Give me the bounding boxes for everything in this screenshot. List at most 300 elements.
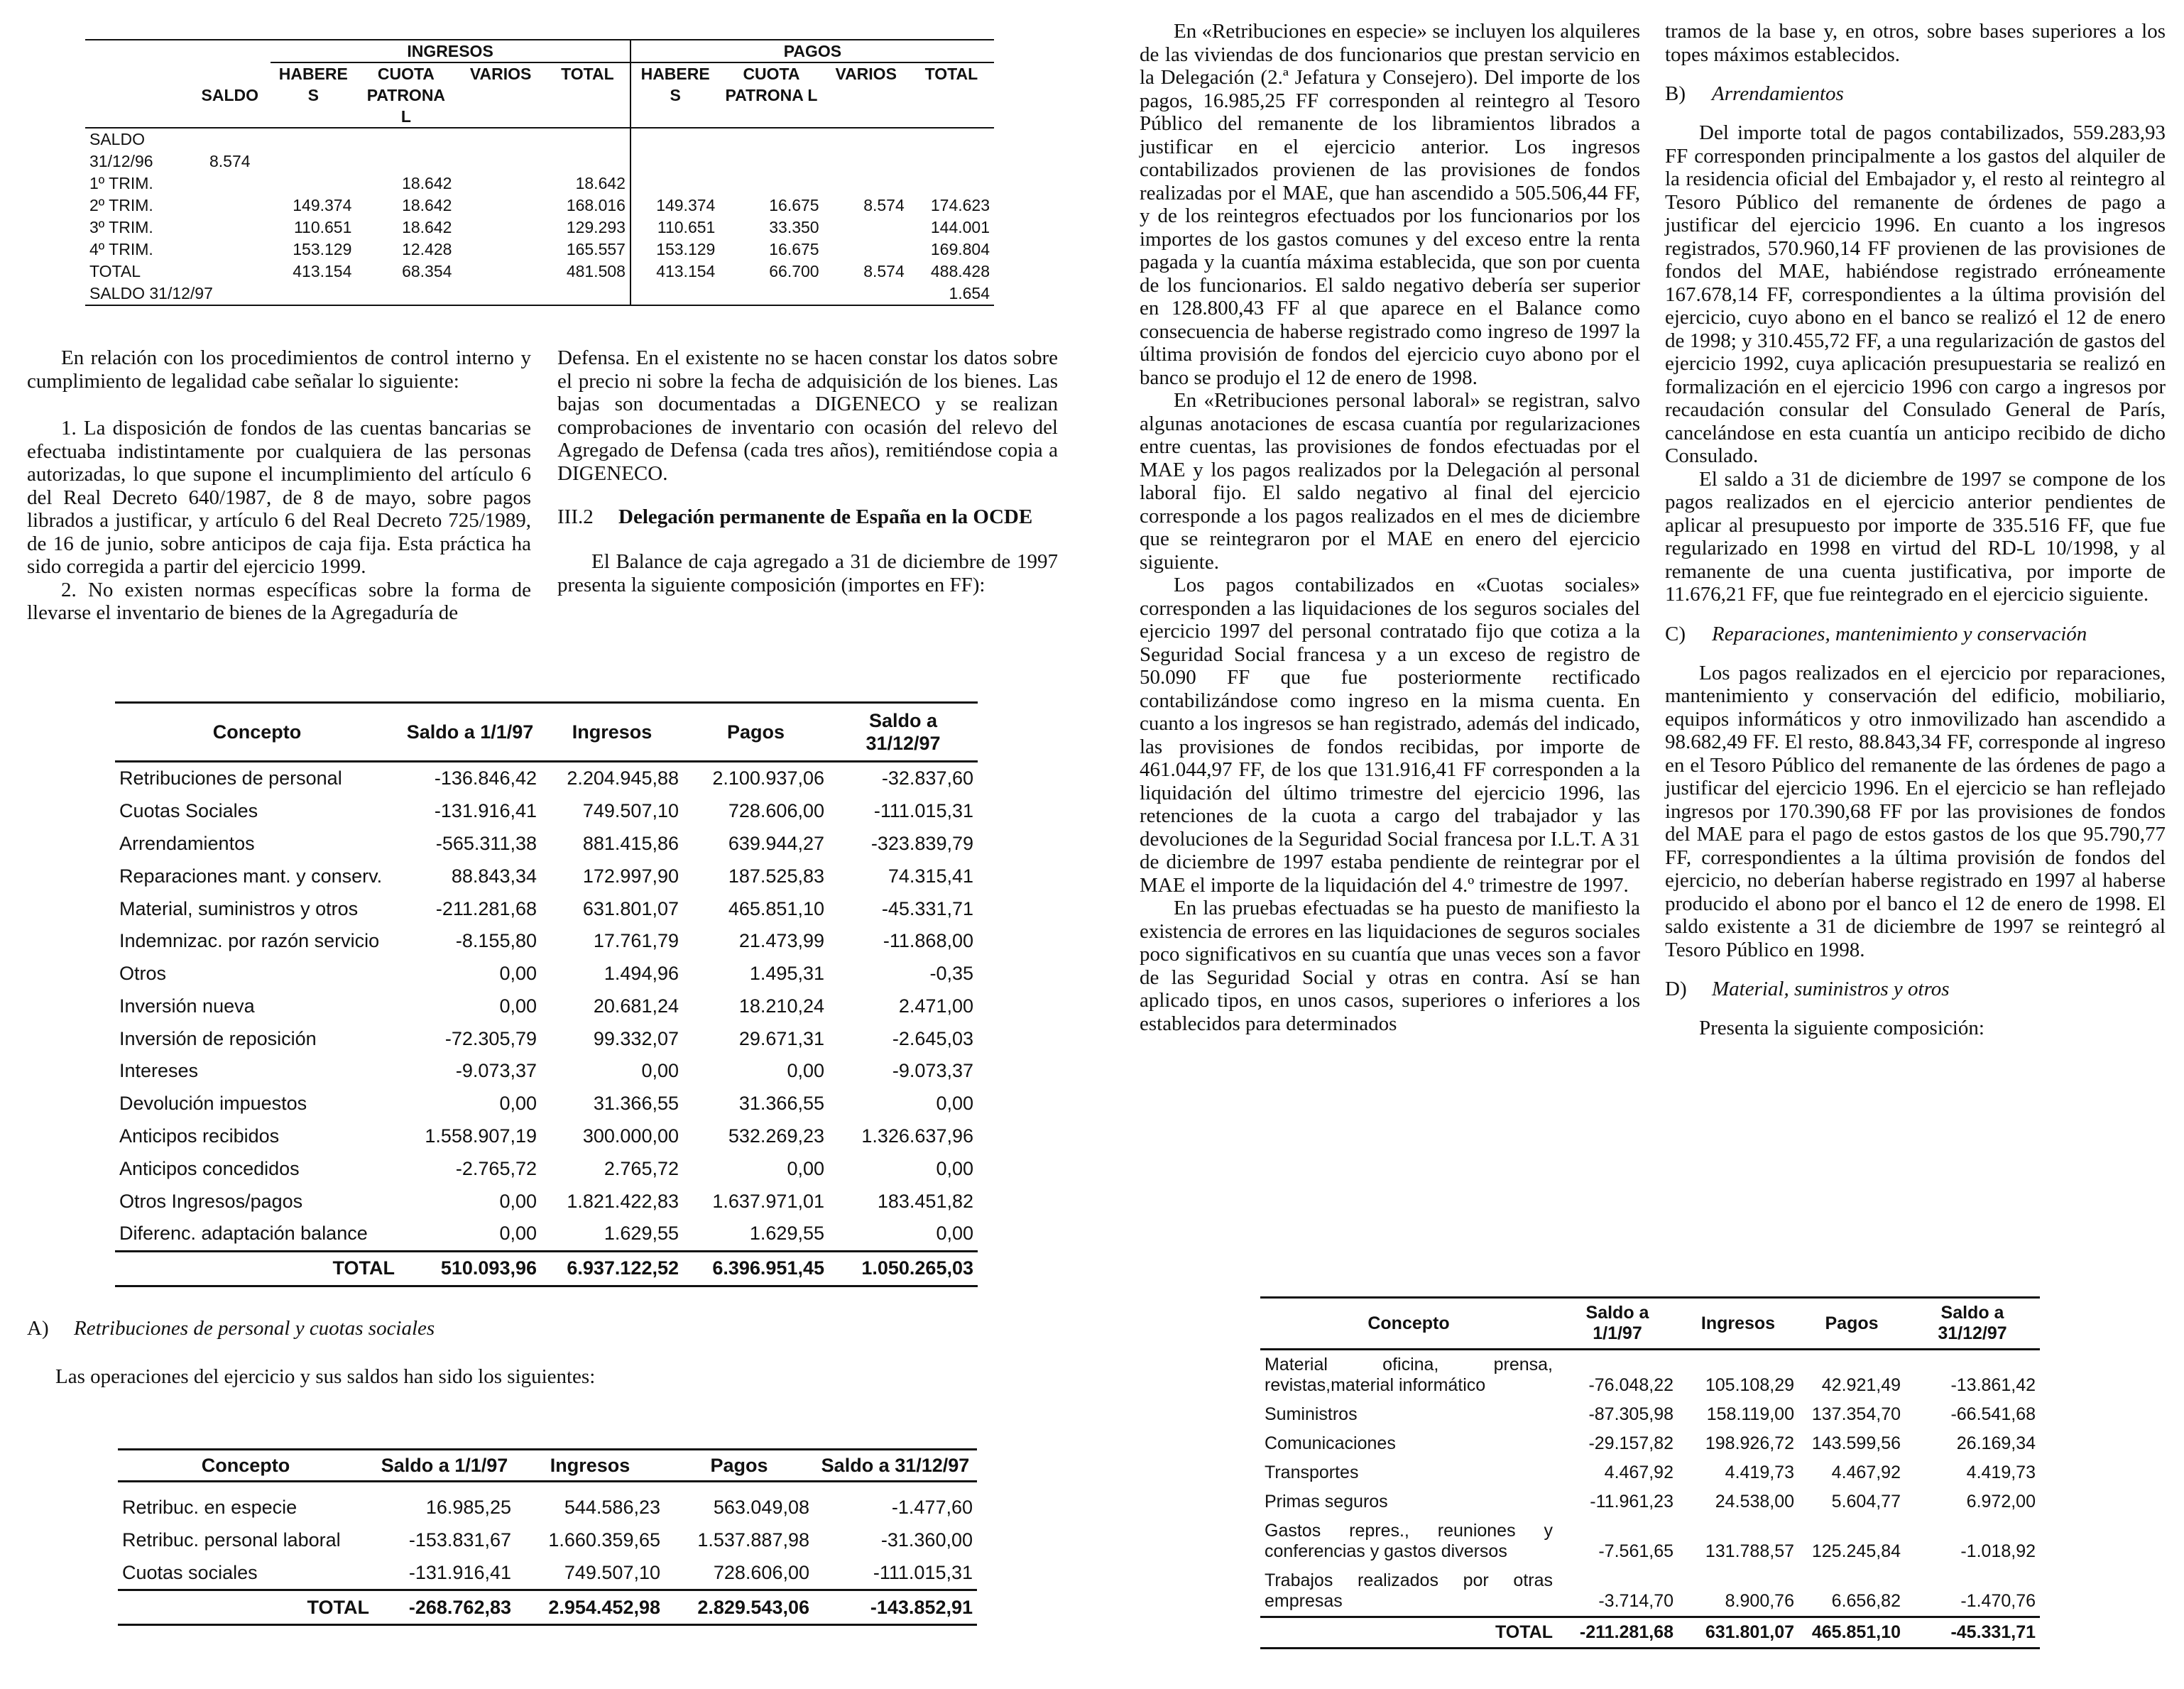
- ip-cell: 18.642: [402, 174, 452, 192]
- ip-cell: 149.374: [293, 196, 352, 214]
- ip-cell: 8.574: [863, 262, 905, 280]
- bal-header-concepto: Concepto: [115, 703, 399, 762]
- mat-cell: 8.900,76: [1725, 1591, 1794, 1611]
- bal-row-concepto: Anticipos recibidos: [119, 1125, 280, 1147]
- bal-cell: 881.415,86: [582, 832, 679, 854]
- bal-table-row: [115, 892, 978, 925]
- ip-table-row: [85, 239, 994, 261]
- item-1-paragraph: 1. La disposición de fondos de las cuentas bancarias se efectuaba indistintamente por cualquiera de las personas autorizadas, lo que supone el incumplimiento del artículo 6 del Real Decreto 640/1987, de 8 de mayo, sobre pagos librados a justificar, y artículo 6 del Real Decreto 725/1989, de 16 de junio, sobre anticipos de caja fija. Esta práctica ha sido corregida a partir del ejercicio 1999.: [27, 417, 531, 578]
- ip-cell: [356, 128, 456, 173]
- ret-total-label: TOTAL: [118, 1590, 373, 1625]
- col4-paragraph-c1: Los pagos realizados en el ejercicio por reparaciones, mantenimiento y conservación del edificio, mobiliario, equipos informáticos y otro inmovilizado han ascendido a 98.682,49 FF. El resto, 88.843,34 FF, corresponde al ingreso en el Tesoro Público del remanente de las órdenes de pago a justificar del ejercicio 1996. En el ejercicio se han reflejado ingresos por 170.390,68 FF por las provisiones de fondos del MAE para el pago de estos gastos de los que 95.790,77 FF, correspondientes a la última provisión de fondos del ejercicio, no deberían haberse registrado en 1997 al haberse producido el abono por el banco el 12 de enero de 1998. El saldo existente a 31 de diciembre de 1997 se reintegró al Tesoro Público en 1998.: [1665, 661, 2166, 961]
- bal-table-row: [115, 1055, 978, 1088]
- bal-cell: -323.839,79: [870, 832, 973, 854]
- mat-cell: 24.538,00: [1715, 1492, 1794, 1512]
- mat-cell: 6.972,00: [1966, 1492, 2036, 1512]
- ip-cell: [456, 173, 545, 195]
- bal-table-row: [115, 1120, 978, 1153]
- ip-cell: [909, 128, 994, 173]
- bal-table-row: [115, 1022, 978, 1055]
- bal-cell: 2.204.945,88: [567, 767, 679, 789]
- bal-cell: 0,00: [641, 1060, 679, 1082]
- ret-header-saldo-fin: Saldo a 31/12/97: [814, 1450, 977, 1482]
- bal-row-concepto: Indemnizac. por razón servicio: [119, 930, 380, 952]
- intro-paragraph: En relación con los procedimientos de control interno y cumplimiento de legalidad cabe señalar lo siguiente:: [27, 346, 531, 393]
- bal-table-row: [115, 1088, 978, 1120]
- mat-table-row: [1260, 1400, 2040, 1429]
- section-b-heading: [1665, 82, 2166, 106]
- ip-table-row: [85, 128, 994, 173]
- col4-paragraph-0: tramos de la base y, en otros, sobre bases superiores a los topes máximos establecidos.: [1665, 20, 2166, 66]
- bal-cell: 1.326.637,96: [861, 1125, 973, 1147]
- ip-cell: 169.804: [930, 240, 990, 258]
- ip-cell: 33.350: [769, 218, 819, 236]
- bal-cell: 99.332,07: [593, 1027, 679, 1049]
- mat-cell: -66.541,68: [1950, 1404, 2036, 1424]
- ip-cell: [545, 128, 630, 173]
- bal-cell: -9.073,37: [892, 1060, 973, 1082]
- ip-cell: [630, 283, 719, 305]
- col3-paragraph-4: En las pruebas efectuadas se ha puesto de manifiesto la existencia de errores en las liquidaciones de seguros sociales poco significativos en su cuantía que unas veces son a favor de las Seguridad Social y otras en contra. Así se han aplicado tipos, en unos casos, superiores o inferiores a los establecidos para determinados: [1140, 897, 1640, 1035]
- bal-cell: 172.997,90: [582, 865, 679, 887]
- mat-cell: 105.108,29: [1705, 1375, 1794, 1395]
- ret-total-cell: -268.762,83: [373, 1590, 515, 1625]
- bal-cell: 0,00: [499, 1190, 537, 1212]
- retribuciones-table: [118, 1448, 977, 1626]
- bal-table-row: [115, 1218, 978, 1251]
- ip-cell: [719, 128, 823, 173]
- mat-cell: 4.467,92: [1831, 1463, 1901, 1482]
- mat-header-concepto: Concepto: [1260, 1298, 1557, 1350]
- ip-cell: [456, 239, 545, 261]
- mat-cell: -29.157,82: [1588, 1433, 1674, 1453]
- ip-cell: 165.557: [566, 240, 626, 258]
- inventory-paragraph: Defensa. En el existente no se hacen constar los datos sobre el precio ni sobre la fecha de adquisición de los bienes. Las bajas son documentadas a DIGENECO y se realizan comprobaciones de inventario con ocasión del relevo del Agregado de Defensa (cada tres años), remitiéndose copia a DIGENECO.: [557, 346, 1058, 485]
- mat-cell: 198.926,72: [1705, 1433, 1794, 1453]
- mat-total-cell: -45.331,71: [1905, 1617, 2040, 1649]
- bal-cell: 2.765,72: [604, 1157, 679, 1179]
- bal-cell: 0,00: [499, 1093, 537, 1115]
- bal-cell: 749.507,10: [582, 800, 679, 822]
- bal-table-row: [115, 828, 978, 860]
- mat-total-cell: -211.281,68: [1557, 1617, 1678, 1649]
- ip-table-row: [85, 261, 994, 283]
- bal-cell: 74.315,41: [888, 865, 973, 887]
- col3-paragraph-2: En «Retribuciones personal laboral» se registran, salvo algunas anotaciones de escasa cuantía por regularizaciones entre cuentas, las provisiones de fondos efectuadas por el MAE y los pagos realizados por la Delegación al personal laboral fijo. El saldo negativo al final del ejercicio corresponde a los pagos realizados en el mes de diciembre que se reintegraron por el MAE en enero del ejercicio siguiente.: [1140, 389, 1640, 574]
- section-number: III.2: [557, 505, 594, 528]
- section-c-letter: C): [1665, 622, 1686, 645]
- ip-cell: [456, 261, 545, 283]
- ip-cell-saldo: [189, 261, 271, 283]
- mat-cell: -11.961,23: [1590, 1492, 1674, 1512]
- mat-cell: 4.419,73: [1966, 1463, 2036, 1482]
- ip-cell: 153.129: [630, 239, 719, 261]
- ip-cell-saldo: [189, 195, 271, 217]
- header-pag-varios: VARIOS: [824, 62, 909, 128]
- ip-cell: [909, 173, 994, 195]
- ip-cell: [356, 283, 456, 305]
- ip-cell: [456, 217, 545, 239]
- ret-table-row: [118, 1491, 977, 1524]
- mat-cell: 6.656,82: [1831, 1591, 1901, 1611]
- mat-row-concepto: Primas seguros: [1265, 1492, 1388, 1512]
- mat-cell: -76.048,22: [1588, 1375, 1674, 1395]
- bal-row-concepto: Arrendamientos: [119, 832, 255, 854]
- mat-header-saldo-ini: Saldo a 1/1/97: [1557, 1298, 1678, 1350]
- mat-cell: 143.599,56: [1811, 1433, 1901, 1453]
- group-pagos: PAGOS: [630, 40, 994, 62]
- mat-cell: 4.419,73: [1725, 1463, 1794, 1482]
- bal-table-row: [115, 1152, 978, 1185]
- bal-cell: 0,00: [936, 1223, 973, 1245]
- ret-header-pagos: Pagos: [665, 1450, 814, 1482]
- col3-paragraph-3: Los pagos contabilizados en «Cuotas sociales» corresponden a las liquidaciones de los seguros sociales del ejercicio 1997 del personal contratado fijo que cotiza a la Seguridad Social francesa y a un exceso de registro de 50.090 FF que fue posteriormente rectificado contabilizándose como ingreso en la misma cuenta. En cuanto a los ingresos se han registrado, además del indicado, las provisiones de fondos recibidas, por importe de 461.044,97 FF, de los que 131.916,41 FF corresponden a la liquidación del último trimestre del ejercicio 1996, las retenciones de la cuota a cargo del trabajador y las devoluciones de la Seguridad Social francesa por I.L.T. A 31 de diciembre de 1997 estaba pendiente de reintegrar por el MAE el importe de la liquidación del 4.º trimestre de 1997.: [1140, 574, 1640, 897]
- section-b-letter: B): [1665, 82, 1686, 105]
- mat-cell: 42.921,49: [1821, 1375, 1901, 1395]
- ret-cell: 544.586,23: [564, 1497, 660, 1518]
- ip-cell: 8.574: [863, 196, 905, 214]
- mat-cell: -1.470,76: [1960, 1591, 2036, 1611]
- ret-table-row: [118, 1524, 977, 1556]
- ip-cell: 413.154: [293, 262, 352, 280]
- ret-header-concepto: Concepto: [118, 1450, 373, 1482]
- bal-cell: 187.525,83: [728, 865, 824, 887]
- bal-total-cell: 6.937.122,52: [541, 1251, 683, 1286]
- section-a-intro: [55, 1365, 1049, 1389]
- ret-cell: -111.015,31: [873, 1562, 973, 1583]
- bal-table-row: [115, 762, 978, 795]
- ip-cell: 488.428: [930, 262, 990, 280]
- bal-cell: 300.000,00: [582, 1125, 679, 1147]
- ip-table-row: [85, 195, 994, 217]
- bal-cell: 18.210,24: [738, 995, 824, 1017]
- ip-cell: 12.428: [402, 240, 452, 258]
- bal-cell: -11.868,00: [883, 930, 973, 952]
- bal-cell: 183.451,82: [877, 1190, 973, 1212]
- ret-total-row: [118, 1590, 977, 1625]
- ret-table-row: [118, 1556, 977, 1590]
- ip-cell: 481.508: [566, 262, 626, 280]
- ret-cell: 1.660.359,65: [548, 1529, 660, 1551]
- ip-cell: [824, 173, 909, 195]
- bal-table-row: [115, 1185, 978, 1218]
- header-ing-cuota: CUOTA PATRONA L: [356, 62, 456, 128]
- bal-total-cell: 6.396.951,45: [683, 1251, 829, 1286]
- mat-cell: 137.354,70: [1811, 1404, 1901, 1424]
- ip-cell: [271, 173, 356, 195]
- bal-total-cell: 1.050.265,03: [829, 1251, 978, 1286]
- bal-cell: -136.846,42: [434, 767, 537, 789]
- mat-cell: 131.788,57: [1705, 1541, 1794, 1561]
- bal-total-label: TOTAL: [115, 1251, 399, 1286]
- mat-table-row: [1260, 1429, 2040, 1458]
- bal-row-concepto: Otros: [119, 963, 167, 985]
- balance-table: [115, 701, 978, 1287]
- material-table: [1260, 1296, 2040, 1649]
- ip-cell: 144.001: [930, 218, 990, 236]
- bal-cell: 1.494,96: [604, 963, 679, 985]
- ip-cell: 16.675: [769, 240, 819, 258]
- bal-cell: 532.269,23: [728, 1125, 824, 1147]
- header-ing-total: TOTAL: [545, 62, 630, 128]
- bal-cell: 0,00: [499, 963, 537, 985]
- mat-total-cell: 631.801,07: [1678, 1617, 1798, 1649]
- mat-cell: -1.018,92: [1960, 1541, 2036, 1561]
- mat-cell: 26.169,34: [1956, 1433, 2036, 1453]
- header-pag-cuota: CUOTA PATRONA L: [719, 62, 823, 128]
- ip-cell: 413.154: [630, 261, 719, 283]
- ip-cell: 66.700: [769, 262, 819, 280]
- bal-cell: 2.471,00: [898, 995, 973, 1017]
- bal-cell: 20.681,24: [593, 995, 679, 1017]
- ip-cell: [824, 239, 909, 261]
- section-a-heading: [27, 1316, 1021, 1340]
- ip-cell: 18.642: [402, 196, 452, 214]
- mat-cell: -87.305,98: [1588, 1404, 1674, 1424]
- ip-cell: [824, 217, 909, 239]
- bal-row-concepto: Intereses: [119, 1060, 199, 1082]
- ip-cell: 168.016: [566, 196, 626, 214]
- mat-row-concepto: Material oficina, prensa, revistas,material informático: [1265, 1355, 1553, 1395]
- ip-cell: [824, 283, 909, 305]
- bal-table-row: [115, 958, 978, 990]
- header-pag-haberes: HABERE S: [630, 62, 719, 128]
- mat-cell: 158.119,00: [1706, 1404, 1794, 1424]
- ip-cell: [824, 128, 909, 173]
- ip-cell: 149.374: [630, 195, 719, 217]
- ret-cell: 1.537.887,98: [697, 1529, 809, 1551]
- bal-table-row: [115, 795, 978, 828]
- ret-row-concepto: Retribuc. en especie: [122, 1497, 297, 1518]
- bal-header-ingresos: Ingresos: [541, 703, 683, 762]
- bal-cell: 728.606,00: [728, 800, 824, 822]
- bal-cell: 1.495,31: [749, 963, 824, 985]
- item-2-paragraph: 2. No existen normas específicas sobre la forma de llevarse el inventario de bienes de la Agregaduría de: [27, 578, 531, 624]
- mat-cell: 125.245,84: [1811, 1541, 1901, 1561]
- mat-cell: 4.467,92: [1604, 1463, 1674, 1482]
- bal-cell: 1.637.971,01: [712, 1190, 824, 1212]
- ip-cell-saldo: [189, 239, 271, 261]
- bal-header-saldo-fin: Saldo a 31/12/97: [829, 703, 978, 762]
- mat-table-row: [1260, 1487, 2040, 1516]
- ip-cell: 18.642: [402, 218, 452, 236]
- bal-cell: -111.015,31: [873, 800, 973, 822]
- ip-table-row: [85, 283, 994, 305]
- bal-cell: 29.671,31: [738, 1027, 824, 1049]
- section-title: Delegación permanente de España en la OCDE: [618, 505, 1033, 528]
- ip-cell-saldo: 8.574: [209, 152, 251, 170]
- bal-table-row: [115, 860, 978, 892]
- ip-cell: [630, 173, 719, 195]
- bal-cell: 88.843,34: [451, 865, 537, 887]
- section-a-intro-text: Las operaciones del ejercicio y sus saldos han sido los siguientes:: [55, 1365, 596, 1388]
- mat-cell: -13.861,42: [1950, 1375, 2036, 1395]
- section-d-letter: D): [1665, 978, 1687, 1000]
- bal-cell: -211.281,68: [435, 897, 537, 919]
- section-c-title: Reparaciones, mantenimiento y conservación: [1712, 622, 2087, 645]
- mat-row-concepto: Gastos repres., reuniones y conferencias y gastos diversos: [1265, 1521, 1553, 1561]
- mat-cell: -7.561,65: [1598, 1541, 1674, 1561]
- section-c-heading: [1665, 622, 2166, 646]
- header-saldo: SALDO: [189, 62, 271, 128]
- mat-cell: 5.604,77: [1831, 1492, 1901, 1512]
- bal-cell: 0,00: [787, 1060, 824, 1082]
- bal-header-saldo-ini: Saldo a 1/1/97: [399, 703, 541, 762]
- bal-table-row: [115, 990, 978, 1022]
- mat-total-label: TOTAL: [1260, 1617, 1557, 1649]
- ip-cell: 110.651: [293, 218, 352, 236]
- bal-header-pagos: Pagos: [683, 703, 829, 762]
- bal-row-concepto: Anticipos concedidos: [119, 1157, 300, 1179]
- ret-cell: 749.507,10: [564, 1562, 660, 1583]
- group-ingresos: INGRESOS: [271, 40, 630, 62]
- section-b-title: Arrendamientos: [1712, 82, 1844, 105]
- right-column-1: [1140, 20, 1640, 1035]
- ret-cell: 563.049,08: [713, 1497, 809, 1518]
- bal-total-row: [115, 1251, 978, 1286]
- bal-row-concepto: Diferenc. adaptación balance: [119, 1223, 368, 1245]
- ip-row-label: 3º TRIM.: [89, 218, 153, 236]
- bal-cell: 631.801,07: [582, 897, 679, 919]
- ip-row-label: 1º TRIM.: [89, 174, 153, 192]
- ip-cell: [545, 283, 630, 305]
- header-ing-haberes: HABERE S: [271, 62, 356, 128]
- ip-cell: [630, 128, 719, 173]
- ret-cell: -1.477,60: [891, 1497, 973, 1518]
- ip-row-label: 2º TRIM.: [89, 196, 153, 214]
- mat-row-concepto: Trabajos realizados por otras empresas: [1265, 1570, 1553, 1611]
- bal-cell: -565.311,38: [435, 832, 537, 854]
- bal-cell: -45.331,71: [881, 897, 973, 919]
- bal-cell: 31.366,55: [593, 1093, 679, 1115]
- ip-cell: 110.651: [630, 217, 719, 239]
- mat-cell: -3.714,70: [1598, 1591, 1674, 1611]
- mat-header-ingresos: Ingresos: [1678, 1298, 1798, 1350]
- ret-cell: -31.360,00: [880, 1529, 973, 1551]
- bal-cell: -2.765,72: [455, 1157, 537, 1179]
- bal-row-concepto: Retribuciones de personal: [119, 767, 342, 789]
- mat-row-concepto: Suministros: [1265, 1404, 1358, 1424]
- col4-paragraph-b2: El saldo a 31 de diciembre de 1997 se compone de los pagos realizados en el ejercicio anterior pendientes de aplicar al presupuesto por importe de 335.516 FF, que fue regularizado en 1998 en virtud del RD-L 10/1998, y al remanente de una cuenta justificativa, por importe de 11.676,21 FF, que fue reintegrado en el ejercicio siguiente.: [1665, 467, 2166, 606]
- bal-row-concepto: Inversión nueva: [119, 995, 255, 1017]
- ret-row-concepto: Retribuc. personal laboral: [122, 1529, 341, 1551]
- ret-total-cell: -143.852,91: [814, 1590, 977, 1625]
- mat-total-cell: 465.851,10: [1798, 1617, 1905, 1649]
- ret-row-concepto: Cuotas sociales: [122, 1562, 258, 1583]
- bal-cell: -8.155,80: [455, 930, 537, 952]
- mat-table-row: [1260, 1566, 2040, 1617]
- ip-row-label: 4º TRIM.: [89, 240, 153, 258]
- ip-row-label: TOTAL: [89, 262, 141, 280]
- bal-cell: 31.366,55: [738, 1093, 824, 1115]
- mat-header-saldo-fin: Saldo a 31/12/97: [1905, 1298, 2040, 1350]
- ip-cell: 1.654: [909, 283, 994, 305]
- bal-cell: 1.629,55: [604, 1223, 679, 1245]
- ip-cell: [456, 128, 545, 173]
- ip-cell: 174.623: [930, 196, 990, 214]
- bal-cell: -72.305,79: [444, 1027, 537, 1049]
- bal-row-concepto: Inversión de reposición: [119, 1027, 317, 1049]
- col3-paragraph-1: En «Retribuciones en especie» se incluyen los alquileres de las viviendas de dos funcionarios que prestan servicio en la Delegación (2.ª Jefatura y Consejero). Del importe de los pagos, 16.985,25 FF corresponden al reintegro al Tesoro Público del remanente de los libramientos librados a justificar en el ejercicio anterior. Los ingresos contabilizados provienen de las provisiones de fondos realizadas por el MAE, que han ascendido a 505.506,44 FF, y de los reintegros efectuados por los funcionarios por los importes de los gastos comunes y del exceso entre la renta pagada y la cuantía máxima establecida, que son por cuenta de los funcionarios. El saldo negativo debería ser superior en 128.800,43 FF al que aparece en el Balance como consecuencia de haberse registrado como ingreso de 1997 la última provisión de fondos del ejercicio cuyo abono por el banco se produjo el 12 de enero de 1998.: [1140, 20, 1640, 389]
- ip-cell: 16.675: [769, 196, 819, 214]
- bal-cell: -9.073,37: [455, 1060, 537, 1082]
- ret-total-cell: 2.954.452,98: [515, 1590, 665, 1625]
- bal-cell: 0,00: [936, 1157, 973, 1179]
- bal-row-concepto: Material, suministros y otros: [119, 897, 359, 919]
- ip-cell: [271, 128, 356, 173]
- header-ing-varios: VARIOS: [456, 62, 545, 128]
- ip-cell-saldo: [189, 173, 271, 195]
- section-a-title: Retribuciones de personal y cuotas sociales: [74, 1317, 435, 1340]
- bal-row-concepto: Cuotas Sociales: [119, 800, 258, 822]
- mat-row-concepto: Comunicaciones: [1265, 1433, 1396, 1453]
- left-column-1: [27, 346, 531, 625]
- bal-cell: 21.473,99: [738, 930, 824, 952]
- ret-cell: -153.831,67: [408, 1529, 511, 1551]
- bal-cell: 0,00: [499, 1223, 537, 1245]
- mat-table-row: [1260, 1350, 2040, 1401]
- ip-cell-saldo: [189, 217, 271, 239]
- mat-table-row: [1260, 1458, 2040, 1487]
- section-a-letter: A): [27, 1317, 49, 1340]
- section-d-title: Material, suministros y otros: [1712, 978, 1950, 1000]
- bal-cell: 1.629,55: [749, 1223, 824, 1245]
- ingresos-pagos-table: [85, 39, 994, 306]
- bal-cell: -0,35: [929, 963, 973, 985]
- bal-cell: 0,00: [787, 1157, 824, 1179]
- ip-cell: [719, 173, 823, 195]
- bal-cell: 639.944,27: [728, 832, 824, 854]
- bal-cell: 17.761,79: [593, 930, 679, 952]
- mat-row-concepto: Transportes: [1265, 1463, 1359, 1482]
- bal-cell: 2.100.937,06: [712, 767, 824, 789]
- ip-cell: [456, 195, 545, 217]
- ip-cell: [719, 283, 823, 305]
- ip-cell: 18.642: [575, 174, 626, 192]
- bal-row-concepto: Devolución impuestos: [119, 1093, 307, 1115]
- section-d-heading: [1665, 977, 2166, 1001]
- mat-table-row: [1260, 1516, 2040, 1566]
- bal-cell: 465.851,10: [728, 897, 824, 919]
- mat-header-pagos: Pagos: [1798, 1298, 1905, 1350]
- ip-cell: 68.354: [402, 262, 452, 280]
- ret-total-cell: 2.829.543,06: [665, 1590, 814, 1625]
- mat-total-row: [1260, 1617, 2040, 1649]
- bal-cell: -32.837,60: [881, 767, 973, 789]
- ip-cell: [456, 283, 545, 305]
- bal-cell: -131.916,41: [434, 800, 537, 822]
- ip-cell: 153.129: [293, 240, 352, 258]
- ip-row-label: SALDO 31/12/96: [89, 130, 153, 170]
- header-pag-total: TOTAL: [909, 62, 994, 128]
- ip-table-row: [85, 173, 994, 195]
- ret-header-saldo-ini: Saldo a 1/1/97: [373, 1450, 515, 1482]
- section-heading-iii2: [557, 505, 1058, 529]
- ret-header-ingresos: Ingresos: [515, 1450, 665, 1482]
- bal-cell: 0,00: [499, 995, 537, 1017]
- ip-cell: 129.293: [566, 218, 626, 236]
- col4-paragraph-b1: Del importe total de pagos contabilizados, 559.283,93 FF corresponden principalmente a los gastos del alquiler de la residencia oficial del Embajador y, el resto al reintegro al Tesoro Público del remanente de órdenes de pago a justificar del ejercicio 1996. En cuanto a los ingresos registrados, 570.960,14 FF provienen de las provisiones de fondos del MAE, habiéndose registrado erróneamente 167.678,14 FF, correspondientes a la última provisión del ejercicio, cuyo abono en el banco se realizó el 12 de enero de 1998; y 310.455,72 FF, a una regularización de gastos del ejercicio 1992, cuya aplicación presupuestaria se realizó en formalización en el ejercicio 1996 con cargo a ingresos por recaudación consular del Consulado General de París, cancelándose en esta cuantía un anticipo recibido de dicho Consulado.: [1665, 121, 2166, 467]
- bal-cell: 1.558.907,19: [425, 1125, 537, 1147]
- bal-table-row: [115, 925, 978, 958]
- ret-cell: 16.985,25: [425, 1497, 511, 1518]
- bal-cell: 1.821.422,83: [567, 1190, 679, 1212]
- ip-cell: [271, 283, 356, 305]
- right-column-2: [1665, 20, 2166, 1040]
- ret-cell: -131.916,41: [408, 1562, 511, 1583]
- balance-intro-paragraph: El Balance de caja agregado a 31 de diciembre de 1997 presenta la siguiente composición (importes en FF):: [557, 550, 1058, 596]
- left-column-2: [557, 346, 1058, 596]
